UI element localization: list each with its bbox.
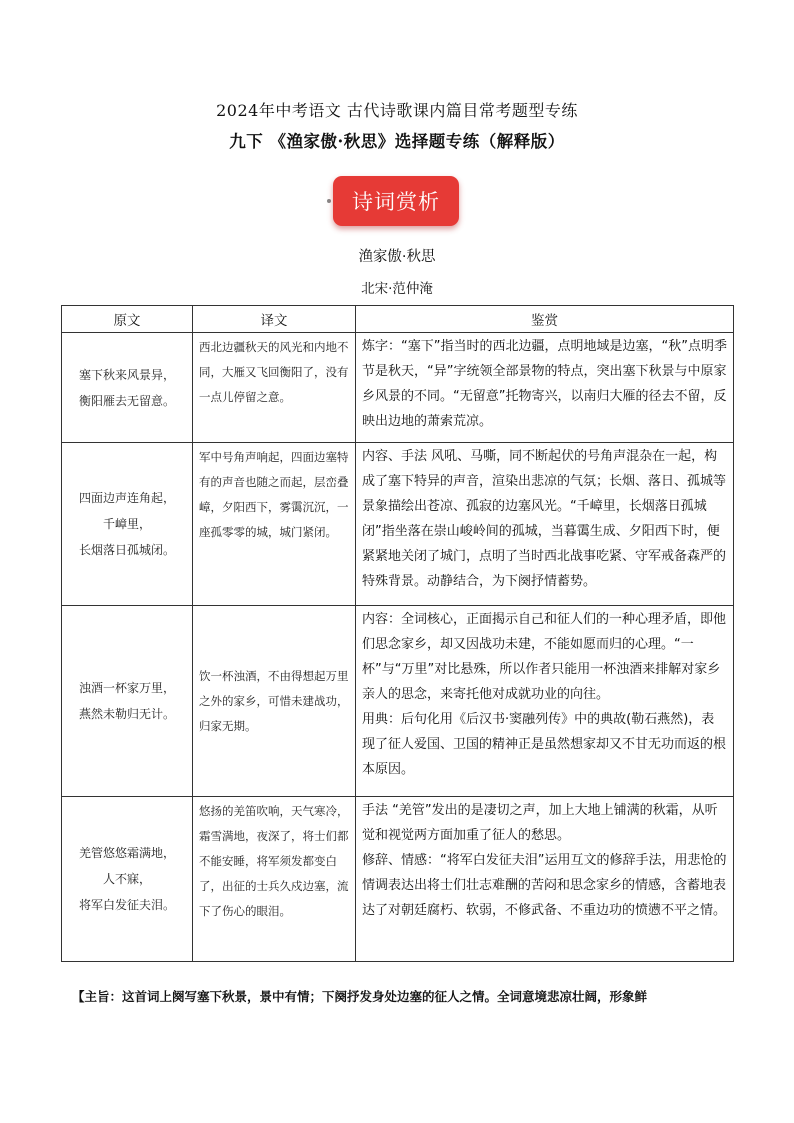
original-line: 燕然未勒归无计。 [78,707,175,721]
original-line: 千嶂里， [102,517,151,531]
poem-title: 渔家傲·秋思 [358,249,436,265]
table-row [62,443,734,606]
summary-text: 【主旨：这首词上阕写塞下秋景，景中有情；下阕抒发身处边塞的征人之情。全词意境悲凉壮阔，形象鲜 [72,989,648,1004]
appreciation-cell [356,797,734,962]
translation-cell: 饮一杯浊酒，不由得想起万里之外的家乡，可惜未建战功，归家无期。 [193,606,356,797]
original-line: 将军白发征夫泪。 [78,898,175,912]
table-header-row [62,306,734,333]
poem-analysis-table [61,305,734,962]
appreciation-cell [356,443,734,606]
original-cell [62,443,193,606]
original-line: 衡阳雁去无留意。 [78,393,175,408]
original-cell [62,606,193,797]
document-subtitle: 九下 《渔家傲·秋思》选择题专练（解释版） [229,132,565,151]
appreciation-cell [356,333,734,443]
table-row [62,797,734,962]
translation-cell: 西北边疆秋天的风光和内地不同，大雁又飞回衡阳了，没有一点儿停留之意。 [193,333,356,443]
table-row [62,606,734,797]
original-line: 四面边声连角起， [78,491,175,505]
header-original: 原文 [62,306,193,333]
original-cell [62,797,193,962]
poem-author: 北宋·范仲淹 [361,281,433,297]
original-cell [62,333,193,443]
appreciation-text: 炼字：“塞下”指当时的西北边疆，点明地域是边塞，“秋”点明季节是秋天，“异”字统领全部景物的特点，突出塞下秋景与中原家乡风景的不同。“无留意”托物寄兴，以南归大雁的径去不留，反映出边地的萧索荒凉。 [362,339,727,429]
document-title: 2024年中考语文 古代诗歌课内篇目常考题型专练 [216,101,578,120]
appreciation-text: 修辞、情感：“将军白发征夫泪”运用互文的修辞手法，用悲怆的情调表达出将士们壮志难酬的苦闷和思念家乡的情感，含蓄地表达了对朝廷腐朽、软弱，不修武备、不重边功的愤懑不平之情。 [362,853,727,918]
decorative-dot [327,199,331,203]
appreciation-text: 内容：全词核心，正面揭示自己和征人们的一种心理矛盾，即他们思念家乡，却又因战功未建，不能如愿而归的心理。“一杯”与“万里”对比悬殊，所以作者只能用一杯浊酒来排解对家乡亲人的思念，来寄托他对成就功业的向往。 [362,612,727,702]
header-translation: 译文 [193,306,356,333]
original-line: 塞下秋来风景异， [78,367,175,382]
original-line: 人不寐， [102,872,151,886]
original-line: 羌管悠悠霜满地， [78,846,175,860]
appreciation-cell [356,606,734,797]
section-badge: 诗词赏析 [333,176,459,226]
original-line: 长烟落日孤城闭。 [78,543,175,557]
original-line: 浊酒一杯家万里， [78,681,175,695]
translation-cell: 军中号角声响起，四面边塞特有的声音也随之而起，层峦叠嶂，夕阳西下，雾霭沉沉，一座孤零零的城，城门紧闭。 [193,443,356,606]
table-row [62,333,734,443]
appreciation-text: 手法 “羌管”发出的是凄切之声，加上大地上铺满的秋霜，从听觉和视觉两方面加重了征人的愁思。 [362,803,718,843]
header-appreciation: 鉴赏 [356,306,734,333]
appreciation-text: 用典：后句化用《后汉书·窦融列传》中的典故(勒石燕然)，表现了征人爱国、卫国的精神正是虽然想家却又不甘无功而返的根本原因。 [362,712,727,777]
appreciation-text: 内容、手法 风吼、马嘶，同不断起伏的号角声混杂在一起，构成了塞下特异的声音，渲染出悲凉的气氛；长烟、落日、孤城等景象描绘出苍凉、孤寂的边塞风光。“千嶂里，长烟落日孤城闭”指坐落在崇山峻岭间的孤城，当暮霭生成、夕阳西下时，便紧紧地关闭了城门，点明了当时西北战事吃紧、守军戒备森严的特殊背景。动静结合，为下阕抒情蓄势。 [362,449,727,589]
translation-cell: 悠扬的羌笛吹响，天气寒冷，霜雪满地，夜深了，将士们都不能安睡，将军须发都变白了，出征的士兵久戍边塞，流下了伤心的眼泪。 [193,797,356,962]
